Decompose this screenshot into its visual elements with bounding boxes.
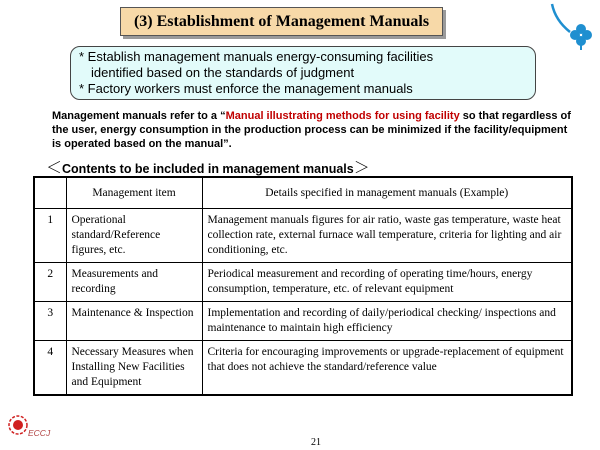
header-management-item: Management item <box>66 177 202 209</box>
summary-box <box>70 46 536 100</box>
contents-close-bracket: ＞ <box>353 160 370 177</box>
row-item: Maintenance & Inspection <box>66 302 202 341</box>
row-item: Measurements and recording <box>66 263 202 302</box>
page-title-text: (3) Establishment of Management Manuals <box>133 12 430 30</box>
summary-line-1-continued: identified based on the standards of judgment <box>91 65 355 80</box>
table-row <box>34 209 572 263</box>
row-number: 2 <box>34 263 66 302</box>
contents-open-bracket: ＜ <box>46 160 63 177</box>
row-details: Management manuals figures for air ratio, waste gas temperature, waste heat collection rate, external furnace wall temperature, criteria for lighting and air conditioning, etc. <box>202 209 572 263</box>
summary-line-1: * Establish management manuals energy-consuming facilities <box>79 49 434 64</box>
row-details: Implementation and recording of daily/periodical checking/ inspections and maintenance to maintain high efficiency <box>202 302 572 341</box>
contents-heading-text: Contents to be included in management manuals <box>62 162 354 176</box>
summary-line-2: * Factory workers must enforce the management manuals <box>79 81 413 96</box>
clover-logo-icon <box>548 2 598 52</box>
management-table <box>33 176 573 396</box>
row-details: Criteria for encouraging improvements or upgrade-replacement of equipment that does not achieve the standard/reference value <box>202 341 572 396</box>
intro-paragraph <box>52 109 572 151</box>
header-number <box>34 177 66 209</box>
intro-text-before: Management manuals refer to a “ <box>52 110 226 122</box>
row-item: Necessary Measures when Installing New Facilities and Equipment <box>66 341 202 396</box>
row-item: Operational standard/Reference figures, etc. <box>66 209 202 263</box>
intro-text-after: so that regardless of the user, energy consumption in the production process can be minimized if the facility/equipment is operated based on the manual”. <box>52 110 571 150</box>
row-details: Periodical measurement and recording of operating time/hours, energy consumption, temperature, etc. of relevant equipment <box>202 263 572 302</box>
footer-org: ECCJ <box>28 428 51 438</box>
table-header-row <box>34 177 572 209</box>
intro-highlight: Manual illustrating methods for using facility <box>225 110 460 122</box>
row-number: 1 <box>34 209 66 263</box>
page-number: 21 <box>311 437 321 448</box>
row-number: 4 <box>34 341 66 396</box>
page-title <box>120 7 443 36</box>
row-number: 3 <box>34 302 66 341</box>
table-row <box>34 302 572 341</box>
contents-heading <box>46 155 370 178</box>
table-row <box>34 341 572 396</box>
header-details: Details specified in management manuals (Example) <box>202 177 572 209</box>
table-row <box>34 263 572 302</box>
